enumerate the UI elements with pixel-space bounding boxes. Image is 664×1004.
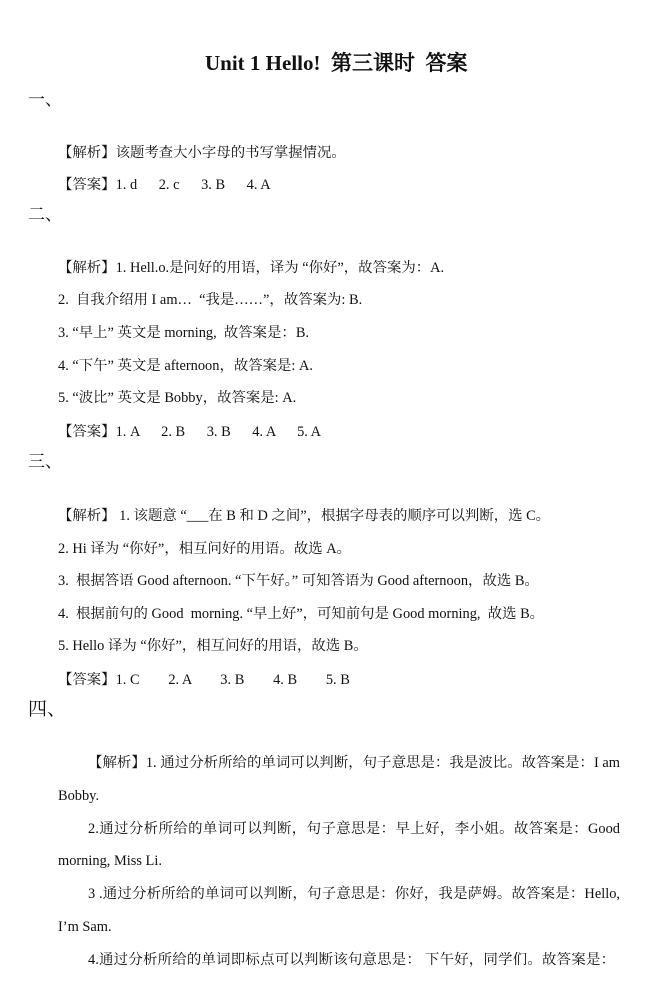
analysis-line: 4.通过分析所给的单词即标点可以判断该句意思是： 下午好，同学们。故答案是： [88,952,615,968]
analysis-line: 【解析】该题考查大小字母的书写掌握情况。 [58,145,346,161]
answer-line: 【答案】1. C 2. A 3. B 4. B 5. B [58,672,350,688]
analysis-line: morning, Miss Li. [58,853,162,869]
page-title: Unit 1 Hello! 第三课时 答案 [205,51,468,75]
analysis-line: 【解析】1. Hell.o.是问好的用语，译为 “你好”，故答案为：A. [58,260,445,276]
analysis-line: 2. Hi 译为 “你好”，相互问好的用语。故选 A。 [58,541,351,557]
analysis-line: 5. “波比” 英文是 Bobby，故答案是: A. [58,390,297,406]
analysis-line: 2.通过分析所给的单词可以判断，句子意思是：早上好，李小姐。故答案是：Good [88,821,620,837]
analysis-line: 3. “早上” 英文是 morning, 故答案是：B. [58,325,310,341]
analysis-line: Bobby. [58,788,100,804]
analysis-line: I’m Sam. [58,919,112,935]
analysis-line: 3 .通过分析所给的单词可以判断，句子意思是：你好，我是萨姆。故答案是：Hello, [88,886,620,902]
analysis-line: 4. 根据前句的 Good morning. “早上好”，可知前句是 Good morning, 故选 B。 [58,606,545,622]
analysis-line: 3. 根据答语 Good afternoon. “下午好。” 可知答语为 Good afternoon，故选 B。 [58,573,539,589]
analysis-line: 5. Hello 译为 “你好”，相互问好的用语，故选 B。 [58,638,368,654]
section-1-heading: 一、 [28,90,62,109]
analysis-line: 【解析】1. 通过分析所给的单词可以判断，句子意思是：我是波比。故答案是：I am [88,755,620,771]
answer-line: 【答案】1. A 2. B 3. B 4. A 5. A [58,424,322,440]
section-4-heading: 四、 [28,699,67,720]
analysis-line: 【解析】 1. 该题意 “___在 B 和 D 之间”，根据字母表的顺序可以判断，选 C。 [58,508,551,524]
analysis-line: 2. 自我介绍用 I am… “我是……”，故答案为: B. [58,292,363,308]
answer-line: 【答案】1. d 2. c 3. B 4. A [58,177,271,193]
section-3-heading: 三、 [28,452,62,471]
analysis-line: 4. “下午” 英文是 afternoon，故答案是: A. [58,358,313,374]
section-2-heading: 二、 [28,205,62,224]
